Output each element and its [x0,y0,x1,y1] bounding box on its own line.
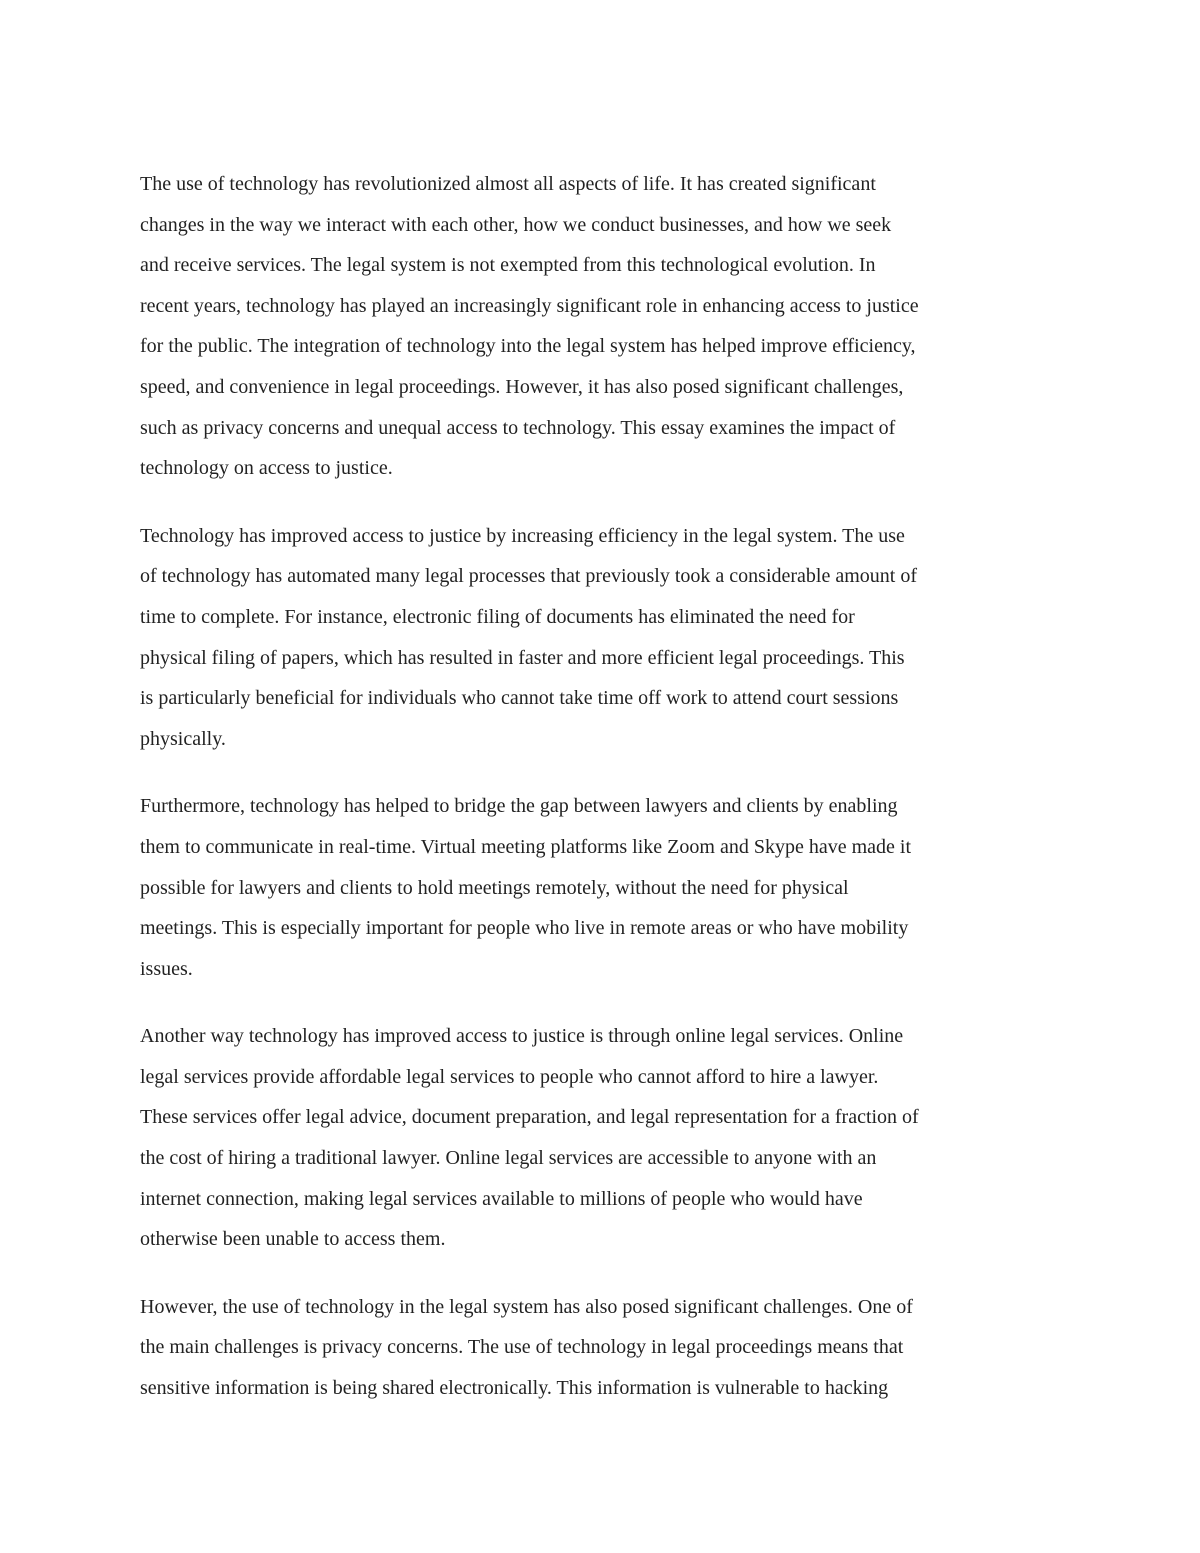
text-line: otherwise been unable to access them. [140,1228,446,1251]
text-line: changes in the way we interact with each other, how we conduct businesses, and how we seek [140,213,892,236]
text-line: physical filing of papers, which has resulted in faster and more efficient legal proceedings. This [140,646,905,669]
text-line: speed, and convenience in legal proceedings. However, it has also posed significant challenges, [140,375,904,398]
text-line: Technology has improved access to justice by increasing efficiency in the legal system. The use [140,524,905,547]
text-line: of technology has automated many legal processes that previously took a considerable amount of [140,565,918,588]
text-line: However, the use of technology in the legal system has also posed significant challenges. One of [140,1295,913,1318]
paragraph-introduction [140,164,1065,489]
text-line: These services offer legal advice, document preparation, and legal representation for a fraction of [140,1106,919,1129]
text-line: the cost of hiring a traditional lawyer. Online legal services are accessible to anyone with an [140,1147,877,1170]
text-line: and receive services. The legal system is not exempted from this technological evolution. In [140,254,876,277]
text-line: the main challenges is privacy concerns. The use of technology in legal proceedings means that [140,1336,904,1359]
text-line: Another way technology has improved access to justice is through online legal services. Online [140,1025,904,1048]
document-body [140,164,1065,1436]
text-line: such as privacy concerns and unequal access to technology. This essay examines the impact of [140,416,896,439]
paragraph-communication [140,786,1065,989]
text-line: The use of technology has revolutionized almost all aspects of life. It has created significant [140,173,876,195]
text-line: sensitive information is being shared electronically. This information is vulnerable to hacking [140,1377,889,1400]
text-line: is particularly beneficial for individuals who cannot take time off work to attend court sessions [140,687,899,710]
text-line: legal services provide affordable legal services to people who cannot afford to hire a lawyer. [140,1065,879,1088]
text-line: meetings. This is especially important for people who live in remote areas or who have mobility [140,917,909,940]
text-line: physically. [140,727,226,750]
text-line: issues. [140,957,193,980]
paragraph-challenges [140,1287,1065,1409]
text-line: recent years, technology has played an increasingly significant role in enhancing access to justice [140,294,919,317]
text-line: internet connection, making legal services available to millions of people who would have [140,1187,863,1210]
paragraph-online-services [140,1016,1065,1260]
text-line: possible for lawyers and clients to hold meetings remotely, without the need for physical [140,876,849,899]
text-line: Furthermore, technology has helped to bridge the gap between lawyers and clients by enabling [140,795,898,818]
text-line: them to communicate in real-time. Virtual meeting platforms like Zoom and Skype have made it [140,835,911,858]
text-line: technology on access to justice. [140,457,393,480]
text-line: for the public. The integration of technology into the legal system has helped improve efficiency, [140,335,916,358]
paragraph-efficiency [140,516,1065,760]
text-line: time to complete. For instance, electronic filing of documents has eliminated the need for [140,605,855,628]
